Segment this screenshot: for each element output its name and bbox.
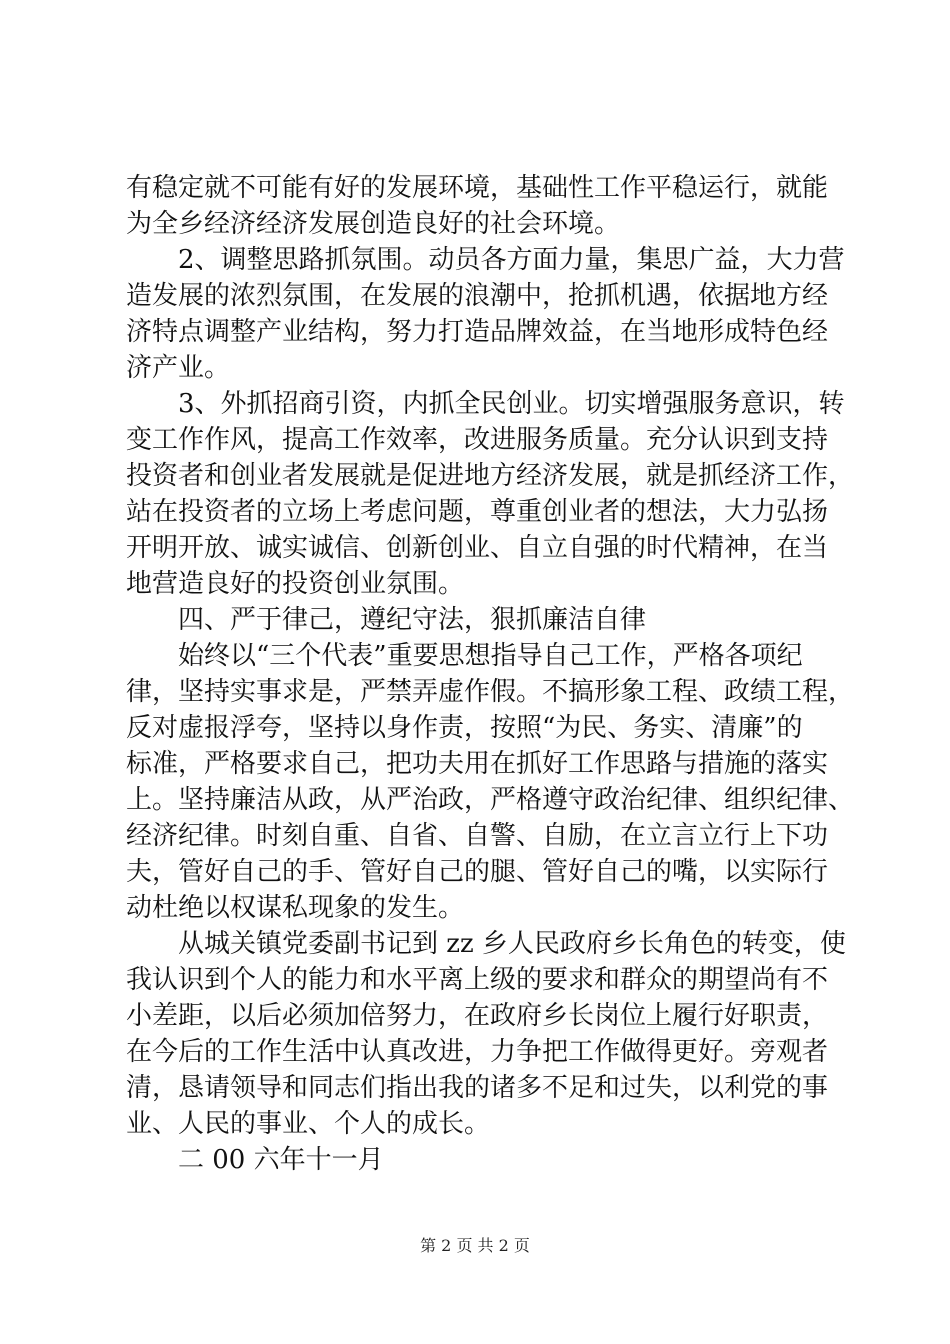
text-line: 夫，管好自己的手、管好自己的腿、管好自己的嘴，以实际行 bbox=[126, 857, 829, 887]
text-line: 始终以“三个代表”重要思想指导自己工作，严格各项纪 bbox=[178, 641, 803, 671]
text-line: 动杜绝以权谋私现象的发生。 bbox=[126, 893, 465, 923]
text-line: 变工作作风，提高工作效率，改进服务质量。充分认识到支持 bbox=[126, 425, 829, 455]
text-line: 站在投资者的立场上考虑问题，尊重创业者的想法，大力弘扬 bbox=[126, 497, 829, 527]
text-line: 2、调整思路抓氛围。动员各方面力量，集思广益，大力营 bbox=[178, 245, 845, 275]
text-line: 投资者和创业者发展就是促进地方经济发展，就是抓经济工作， bbox=[126, 461, 855, 491]
text-line: 开明开放、诚实诚信、创新创业、自立自强的时代精神，在当 bbox=[126, 533, 829, 563]
document-body bbox=[126, 170, 855, 1178]
text-line: 为全乡经济经济发展创造良好的社会环境。 bbox=[126, 209, 621, 239]
text-line: 地营造良好的投资创业氛围。 bbox=[126, 569, 465, 599]
text-line: 济特点调整产业结构，努力打造品牌效益，在当地形成特色经 bbox=[126, 317, 829, 347]
text-line: 济产业。 bbox=[126, 353, 231, 383]
page-indicator: 第 2 页 共 2 页 bbox=[420, 1236, 530, 1255]
text-line: 我认识到个人的能力和水平离上级的要求和群众的期望尚有不 bbox=[126, 965, 829, 995]
section-heading: 四、严于律己，遵纪守法，狠抓廉洁自律 bbox=[178, 605, 647, 635]
page-footer bbox=[0, 1236, 950, 1256]
text-line: 有稳定就不可能有好的发展环境，基础性工作平稳运行，就能 bbox=[126, 173, 829, 203]
text-line: 造发展的浓烈氛围，在发展的浪潮中，抢抓机遇，依据地方经 bbox=[126, 281, 829, 311]
text-line: 律，坚持实事求是，严禁弄虚作假。不搞形象工程、政绩工程， bbox=[126, 677, 855, 707]
text-line: 上。坚持廉洁从政，从严治政，严格遵守政治纪律、组织纪律、 bbox=[126, 785, 855, 815]
text-line: 在今后的工作生活中认真改进，力争把工作做得更好。旁观者 bbox=[126, 1037, 829, 1067]
text-line: 清，恳请领导和同志们指出我的诸多不足和过失，以利党的事 bbox=[126, 1073, 829, 1103]
text-line: 3、外抓招商引资，内抓全民创业。切实增强服务意识，转 bbox=[178, 389, 845, 419]
document-date: 二 00 六年十一月 bbox=[178, 1145, 384, 1175]
text-line: 业、人民的事业、个人的成长。 bbox=[126, 1109, 491, 1139]
text-line: 反对虚报浮夸，坚持以身作责，按照“为民、务实、清廉”的 bbox=[126, 713, 803, 743]
text-line: 小差距，以后必须加倍努力，在政府乡长岗位上履行好职责， bbox=[126, 1001, 829, 1031]
text-line: 从城关镇党委副书记到 zz 乡人民政府乡长角色的转变，使 bbox=[178, 929, 846, 959]
text-line: 经济纪律。时刻自重、自省、自警、自励，在立言立行上下功 bbox=[126, 821, 829, 851]
text-line: 标准，严格要求自己，把功夫用在抓好工作思路与措施的落实 bbox=[126, 749, 829, 779]
